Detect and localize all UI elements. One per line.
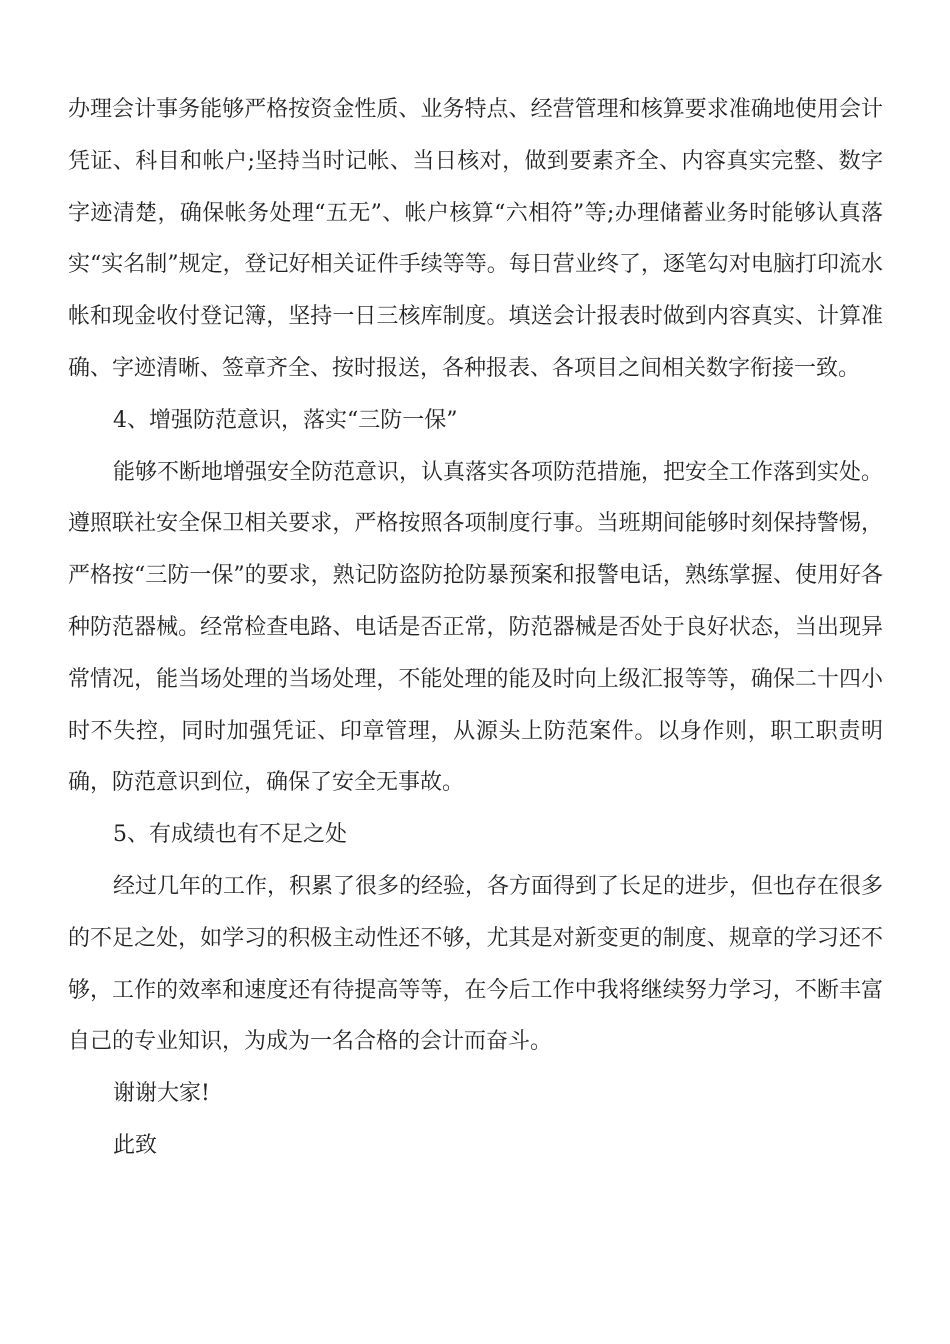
section-heading-security: 4、增强防范意识，落实“三防一保” [113,407,458,433]
paragraph-closing: 此致 [113,1132,158,1158]
paragraph-accounting-practice: 办理会计事务能够严格按资金性质、业务特点、经营管理和核算要求准确地使用会计凭证、科目和帐户;坚持当时记帐、当日核对，做到要素齐全、内容真实完整、数字字迹清楚，确保帐务处理“五无”、帐户核算“六相符”等;办理储蓄业务时能够认真落实“实名制”规定，登记好相关证件手续等等。每日营业终了，逐笔勾对电脑打印流水帐和现金收付登记簿，坚持一日三核库制度。填送会计报表时做到内容真实、计算准确、字迹清晰、签章齐全、按时报送，各种报表、各项目之间相关数字衔接一致。 [68,97,883,381]
paragraph-shortcomings: 经过几年的工作，积累了很多的经验，各方面得到了长足的进步，但也存在很多的不足之处，如学习的积极主动性还不够，尤其是对新变更的制度、规章的学习还不够，工作的效率和速度还有待提高等等，在今后工作中我将继续努力学习，不断丰富自己的专业知识，为成为一名合格的会计而奋斗。 [68,873,884,1055]
document-page [68,84,883,1172]
paragraph-security: 能够不断地增强安全防范意识，认真落实各项防范措施，把安全工作落到实处。遵照联社安全保卫相关要求，严格按照各项制度行事。当班期间能够时刻保持警惕，严格按“三防一保”的要求，熟记防盗防抢防暴预案和报警电话，熟练掌握、使用好各种防范器械。经常检查电路、电话是否正常，防范器械是否处于良好状态，当出现异常情况，能当场处理的当场处理，不能处理的能及时向上级汇报等等，确保二十四小时不失控，同时加强凭证、印章管理，从源头上防范案件。以身作则，职工职责明确，防范意识到位，确保了安全无事故。 [68,459,884,796]
section-heading-shortcomings: 5、有成绩也有不足之处 [113,822,347,848]
paragraph-thanks: 谢谢大家! [113,1081,210,1107]
